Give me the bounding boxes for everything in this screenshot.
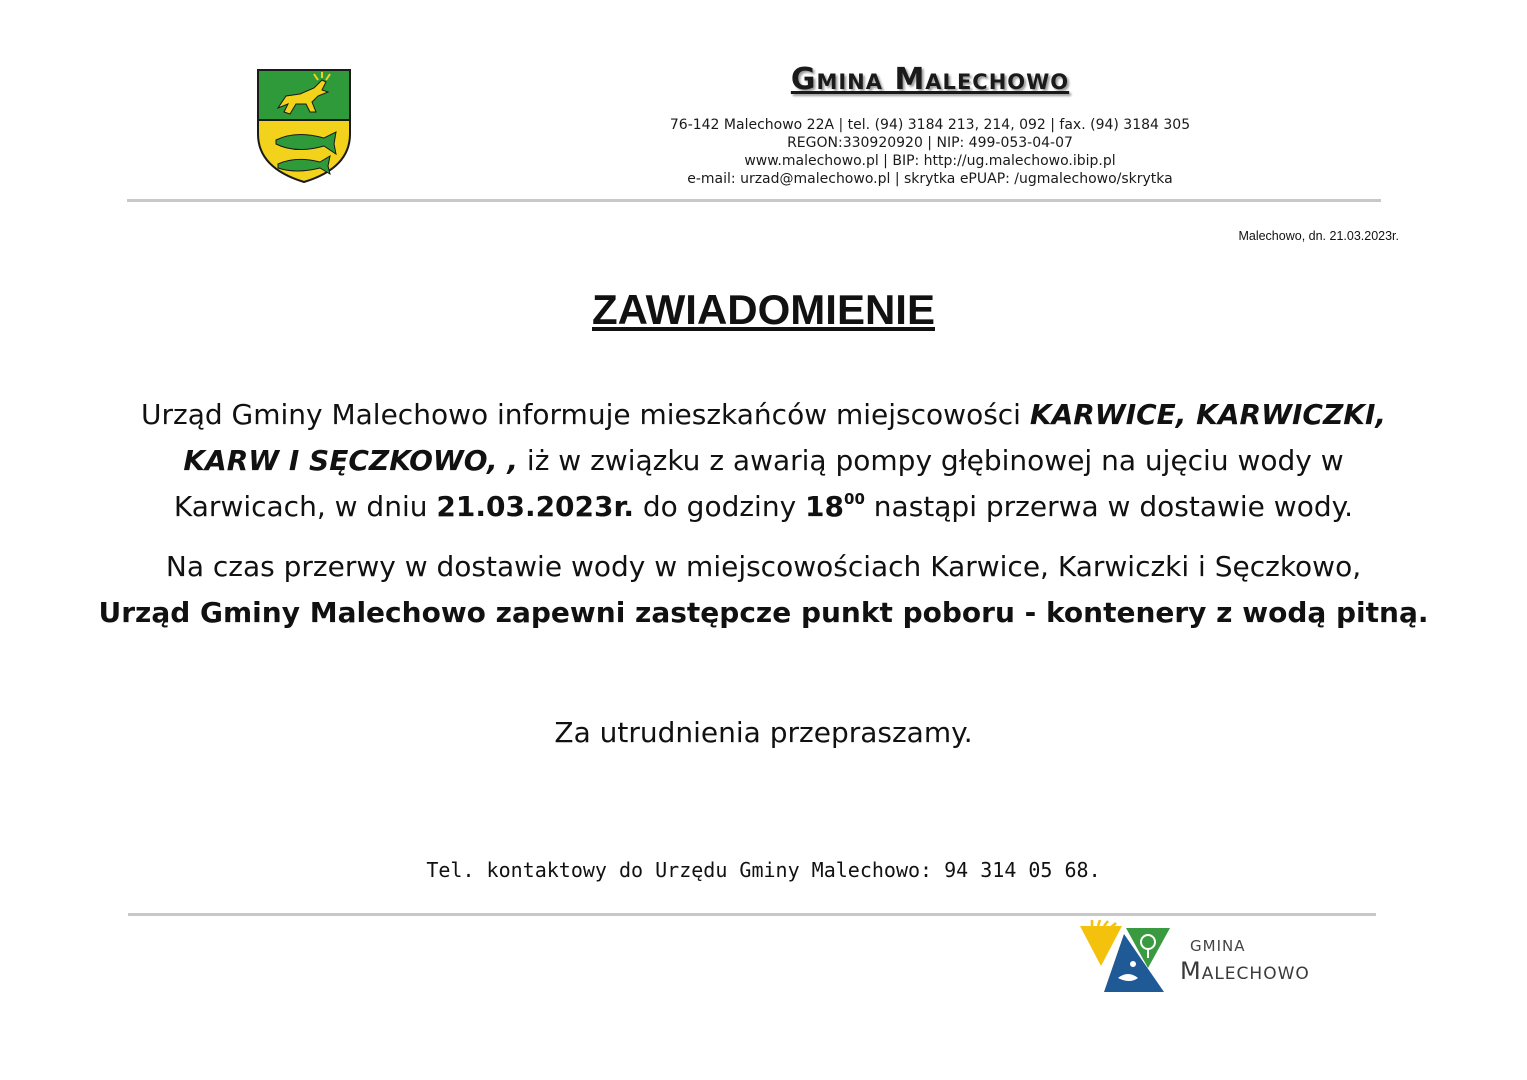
apology-text: Za utrudnienia przepraszamy. bbox=[554, 716, 973, 749]
notice-text: Karwicach, w dniu bbox=[173, 490, 437, 523]
contact-phone: Tel. kontaktowy do Urzędu Gminy Malechowo: 94 314 05 68. bbox=[426, 858, 1101, 882]
address-line: 76-142 Malechowo 22A | tel. (94) 3184 213, 214, 092 | fax. (94) 3184 305 bbox=[669, 117, 1191, 133]
address-line: www.malechowo.pl | BIP: http://ug.malechowo.ibip.pl bbox=[744, 153, 1116, 169]
notice-text: Urząd Gminy Malechowo informuje mieszkańców miejscowości bbox=[140, 398, 1030, 431]
logo-text-big: Malechowo bbox=[1180, 957, 1310, 985]
replacement-line-1: Na czas przerwy w dostawie wody w miejscowościach Karwice, Karwiczki i Sęczkowo, bbox=[165, 550, 1362, 583]
notice-line-3 bbox=[0, 490, 1527, 523]
outage-date: 21.03.2023r. bbox=[436, 490, 634, 523]
notice-line-1 bbox=[0, 398, 1527, 431]
document-date: Malechowo, dn. 21.03.2023r. bbox=[1238, 229, 1399, 243]
localities-text: KARWICE, KARWICZKI, bbox=[1029, 398, 1386, 431]
notice-text: nastąpi przerwa w dostawie wody. bbox=[864, 490, 1354, 523]
notice-text: do godziny bbox=[633, 490, 806, 523]
notice-text: iż w związku z awarią pompy głębinowej na ujęciu wody w bbox=[518, 444, 1344, 477]
gmina-malechowo-logo-icon bbox=[1078, 920, 1173, 995]
outage-hour: 18 bbox=[805, 490, 845, 523]
localities-text: KARW I SĘCZKOWO, , bbox=[183, 444, 519, 477]
notice-line-2 bbox=[0, 444, 1527, 477]
address-line: e-mail: urzad@malechowo.pl | skrytka ePUAP: /ugmalechowo/skrytka bbox=[687, 171, 1173, 187]
logo-text-small: GMINA bbox=[1190, 937, 1246, 955]
header-divider bbox=[127, 199, 1381, 202]
coat-of-arms-icon bbox=[256, 68, 352, 184]
replacement-line-2: Urząd Gminy Malechowo zapewni zastępcze punkt poboru - kontenery z wodą pitną. bbox=[98, 596, 1429, 629]
outage-minutes: 00 bbox=[844, 490, 865, 508]
org-name: Gmina Malechowo bbox=[790, 62, 1070, 97]
footer-divider bbox=[128, 913, 1376, 916]
page-title: ZAWIADOMIENIE bbox=[592, 286, 935, 333]
address-line: REGON:330920920 | NIP: 499-053-04-07 bbox=[787, 135, 1073, 151]
